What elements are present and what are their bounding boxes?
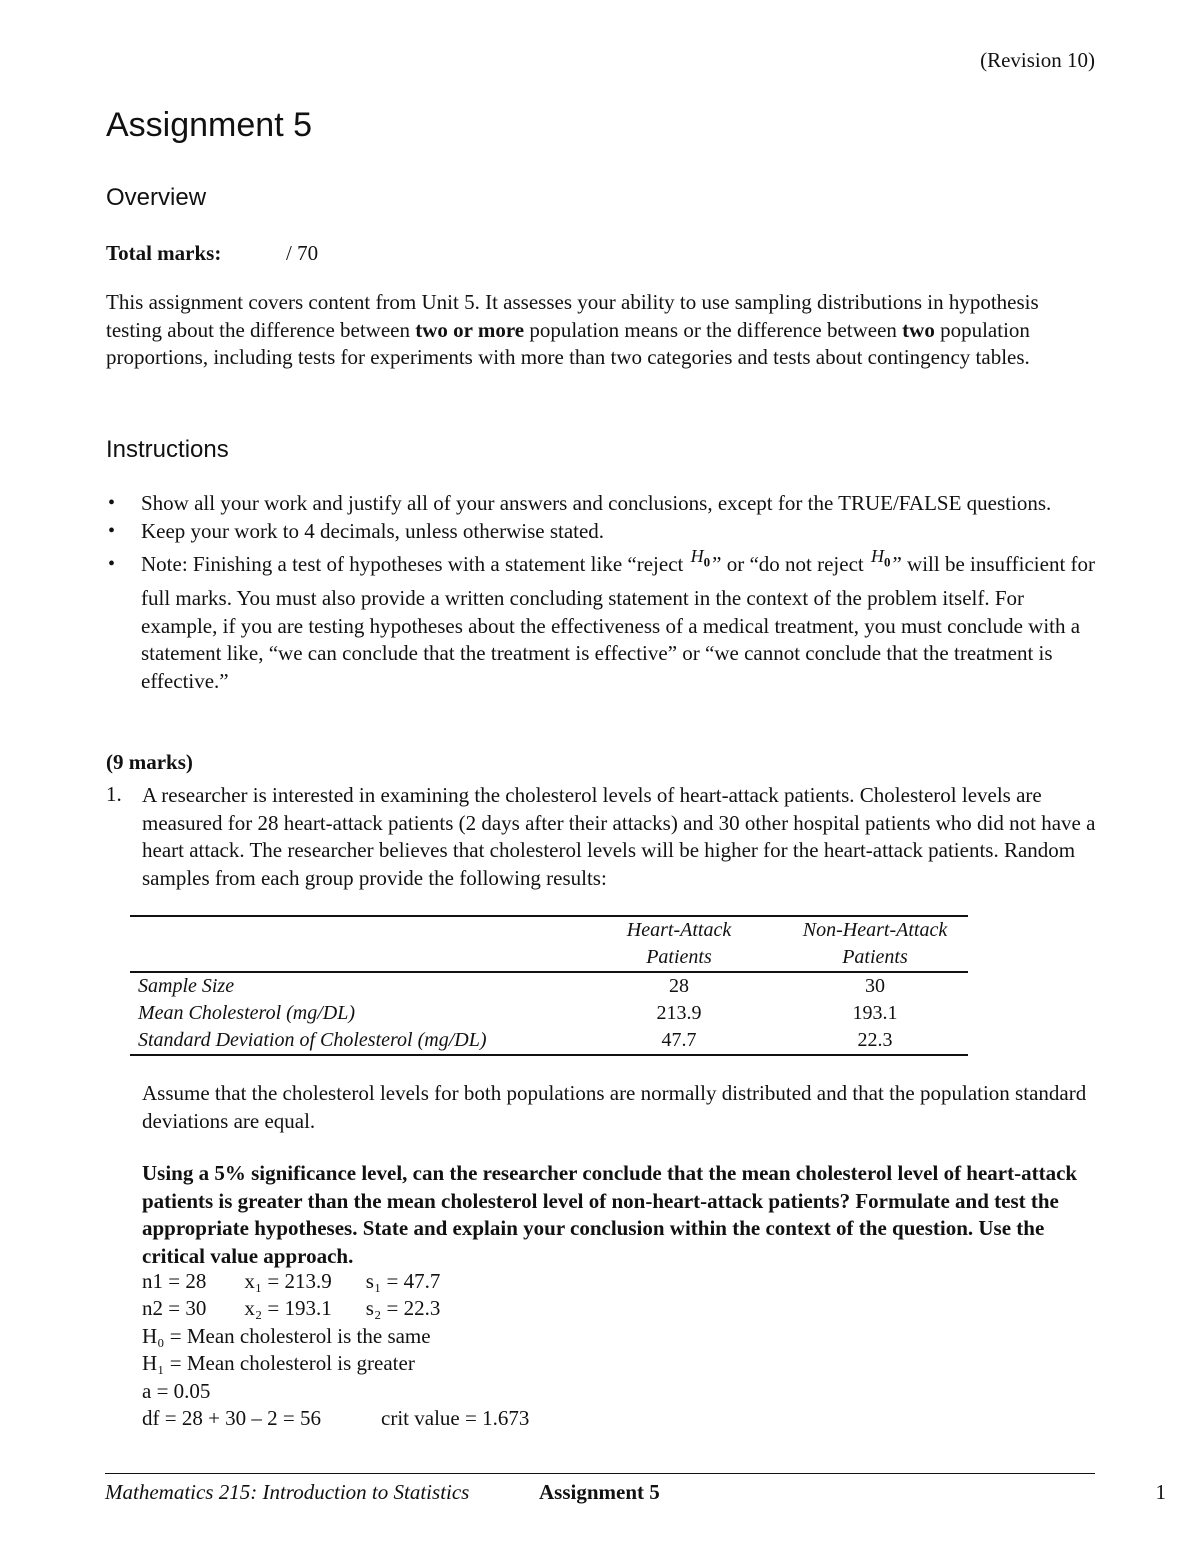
page-title: Assignment 5: [106, 106, 312, 144]
overview-paragraph: This assignment covers content from Unit 5. It assesses your ability to use sampling distributions in hypothesis testing about the difference between two or more population means or the difference between two population proportions, including tests for experiments with more than two categories and tests about contingency tables.: [106, 290, 1039, 369]
col-heart-attack-header: Heart-Attack: [576, 916, 782, 944]
h0-symbol: $H_0$: [690, 546, 711, 570]
table-row: Standard Deviation of Cholesterol (mg/DL) 47.7 22.3: [130, 1027, 968, 1055]
list-item: • Keep your work to 4 decimals, unless otherwise stated.: [106, 518, 1096, 546]
page-number: 1: [1155, 1480, 1166, 1504]
question-text: A researcher is interested in examining the cholesterol levels of heart-attack patients. Cholesterol levels are measured for 28 heart-attack patients (2 days after their attacks) and 30 other hospital patients who did not have a heart attack. The researcher believes that cholesterol levels will be higher for the heart-attack patients. Random samples from each group provide the following results:: [142, 783, 1096, 890]
assumption-text: Assume that the cholesterol levels for both populations are normally distributed and that the population standard deviations are equal.: [142, 1081, 1087, 1133]
footer-assignment: Assignment 5: [539, 1480, 660, 1504]
question-number: 1.: [106, 782, 122, 806]
table-row: Mean Cholesterol (mg/DL) 213.9 193.1: [138, 1002, 898, 1024]
footer-course: Mathematics 215: Introduction to Statistics: [105, 1480, 470, 1504]
col-non-heart-attack-header: Non-Heart-Attack: [782, 916, 968, 944]
col-heart-attack-subheader: Patients: [576, 944, 782, 972]
instructions-list: [106, 490, 1096, 695]
question-prompt: Using a 5% significance level, can the researcher conclude that the mean cholesterol level of heart-attack patients is greater than the mean cholesterol level of non-heart-attack patients? Formulate and test the appropriate hypotheses. State and explain your conclusion within the context of the question. Use the critical value approach.: [142, 1161, 1078, 1268]
instructions-heading: Instructions: [106, 436, 229, 463]
results-table: [130, 915, 968, 1056]
work-row: n2 = 30 x₂ = 193.1 s₂ = 22.3: [142, 1296, 441, 1321]
work-row: n1 = 28 x₁ = 213.9 s₁ = 47.7: [142, 1269, 441, 1293]
col-non-heart-attack-subheader: Patients: [782, 944, 968, 972]
revision-label: (Revision 10): [980, 48, 1095, 72]
h0-symbol: $H_0$: [870, 546, 891, 570]
footer-divider: [105, 1473, 1095, 1474]
table-row: Sample Size 28 30: [138, 975, 885, 997]
bullet-icon: •: [108, 492, 116, 514]
total-marks: [106, 241, 318, 266]
answer-work: [142, 1268, 529, 1432]
work-row: H₀ = Mean cholesterol is the same: [142, 1323, 431, 1348]
work-row: H₁ = Mean cholesterol is greater: [142, 1351, 415, 1376]
total-marks-label: Total marks:: [106, 241, 222, 265]
work-row: df = 28 + 30 – 2 = 56 crit value = 1.673: [142, 1406, 530, 1431]
bullet-icon: •: [108, 553, 116, 575]
question-marks: (9 marks): [106, 750, 193, 774]
overview-heading: Overview: [106, 184, 207, 211]
list-item: • Show all your work and justify all of your answers and conclusions, except for the TRUE/FALSE questions.: [106, 490, 1096, 518]
total-marks-value: / 70: [286, 241, 319, 265]
work-row: a = 0.05: [142, 1378, 211, 1403]
bullet-icon: •: [108, 519, 116, 542]
list-item: • Note: Finishing a test of hypotheses with a statement like “reject $H_0$” or “do not reject $H_0$” will be insufficient for full marks. You must also provide a written concluding statement in the context of the problem itself. For example, if you are testing hypotheses about the effectiveness of a medical treatment, you must conclude with a statement like, “we can conclude that the treatment is effective” or “we cannot conclude that the treatment is effective.”: [108, 546, 1096, 693]
